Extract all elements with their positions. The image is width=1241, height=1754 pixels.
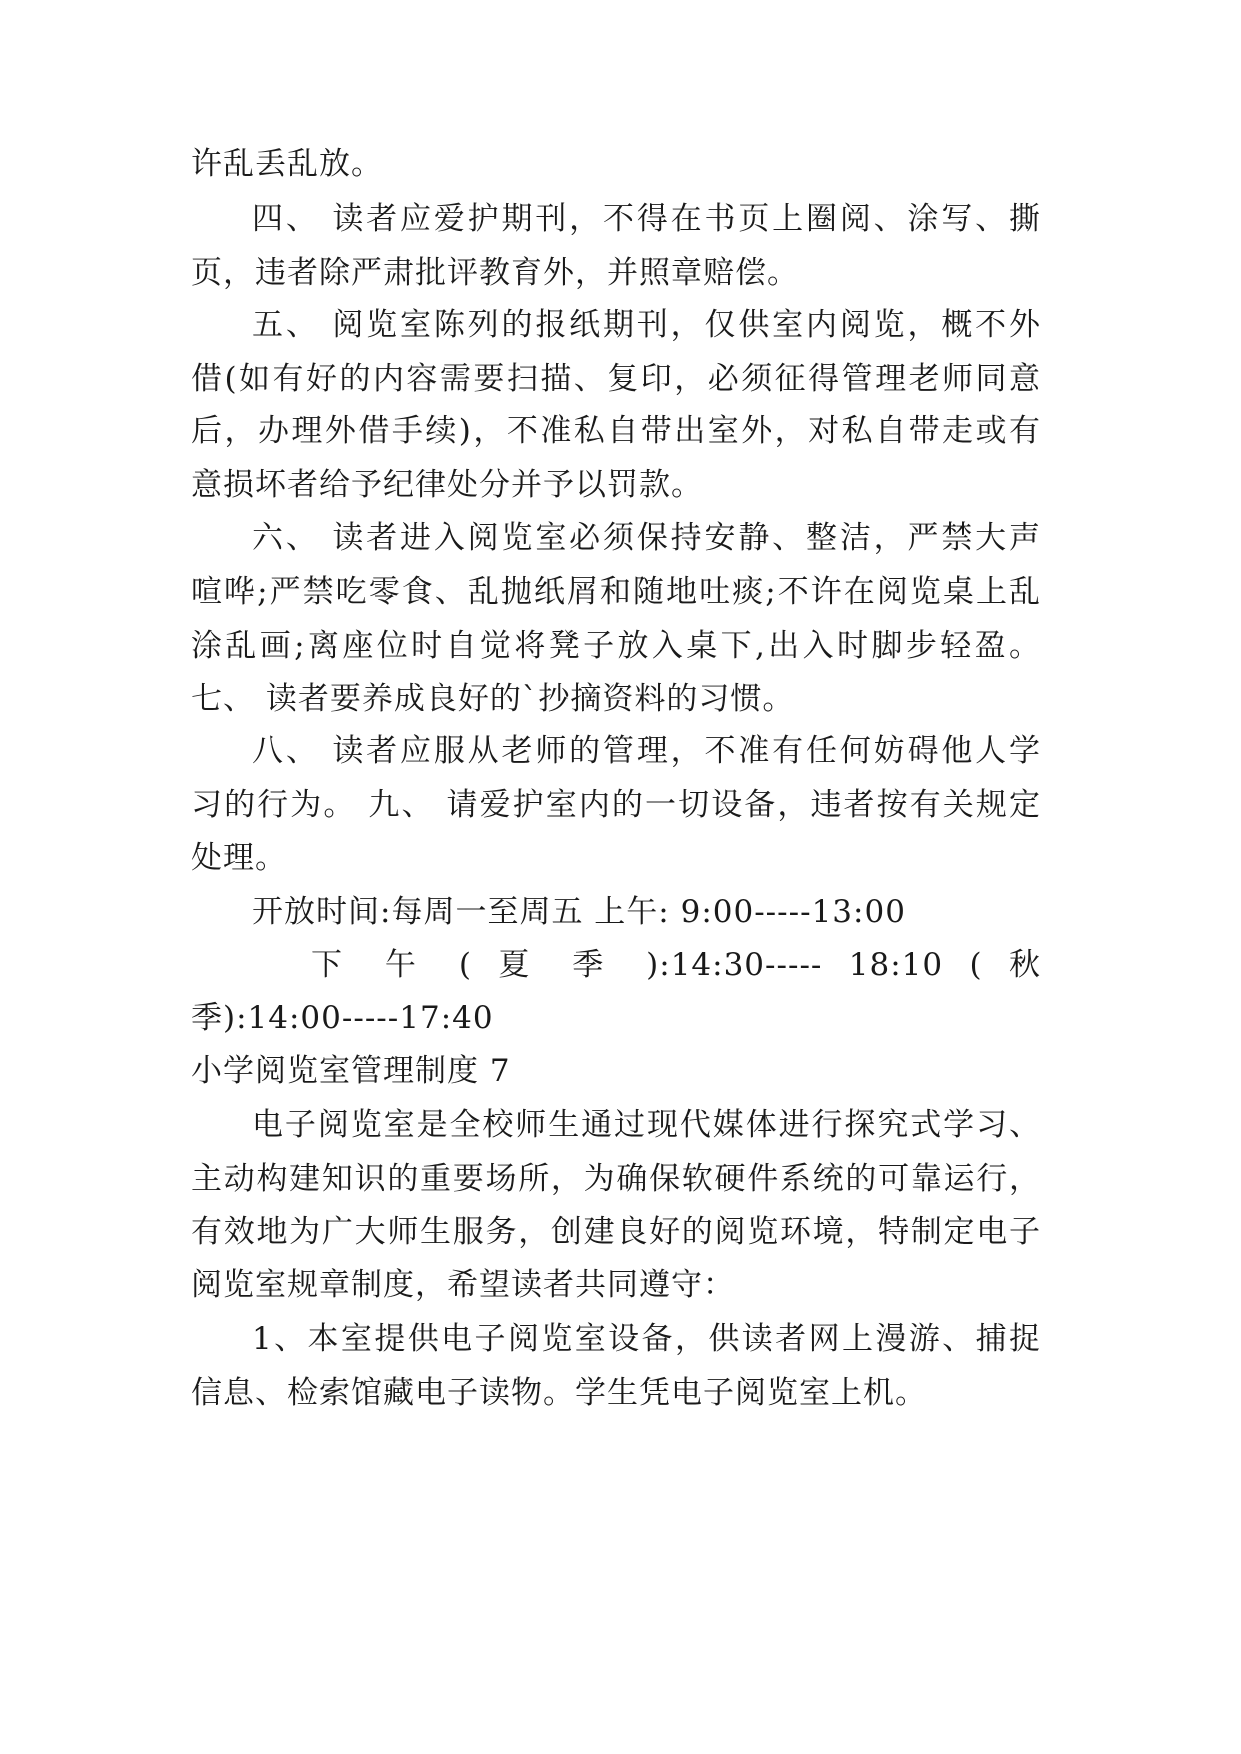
text-line: 喧哗;严禁吃零食、乱抛纸屑和随地吐痰;不许在阅览桌上乱 [191, 574, 1041, 610]
text-line: 许乱丢乱放。 [191, 146, 383, 182]
text-line: 意损坏者给予纪律处分并予以罚款。 [191, 467, 703, 503]
text-line: 六、 读者进入阅览室必须保持安静、整洁，严禁大声 [252, 520, 1041, 556]
text-line: 电子阅览室是全校师生通过现代媒体进行探究式学习、 [252, 1107, 1041, 1143]
text-line: 小学阅览室管理制度 7 [191, 1053, 511, 1089]
text-line: 涂乱画;离座位时自觉将凳子放入桌下,出入时脚步轻盈。 [191, 628, 1041, 664]
text-line: 后，办理外借手续)，不准私自带出室外，对私自带走或有 [191, 413, 1041, 449]
text-line: 信息、检索馆藏电子读物。学生凭电子阅览室上机。 [191, 1375, 927, 1411]
text-line: 处理。 [191, 840, 287, 876]
text-line: 四、 读者应爱护期刊，不得在书页上圈阅、涂写、撕 [252, 201, 1041, 237]
text-line: 下 午 ( 夏 季 ):14:30----- 18:10 ( 秋 [311, 947, 1041, 983]
text-line: 七、 读者要养成良好的`抄摘资料的习惯。 [191, 681, 795, 717]
text-line: 1、本室提供电子阅览室设备，供读者网上漫游、捕捉 [252, 1321, 1041, 1357]
text-line: 开放时间:每周一至周五 上午: 9:00-----13:00 [252, 894, 906, 930]
text-line: 习的行为。 九、 请爱护室内的一切设备，违者按有关规定 [191, 787, 1041, 823]
text-line: 季):14:00-----17:40 [191, 1000, 494, 1036]
text-line: 阅览室规章制度，希望读者共同遵守： [191, 1267, 735, 1303]
text-line: 页，违者除严肃批评教育外，并照章赔偿。 [191, 255, 799, 291]
text-line: 五、 阅览室陈列的报纸期刊，仅供室内阅览，概不外 [252, 307, 1041, 343]
text-line: 借(如有好的内容需要扫描、复印，必须征得管理老师同意 [191, 361, 1041, 397]
text-line: 主动构建知识的重要场所，为确保软硬件系统的可靠运行， [191, 1161, 1041, 1197]
text-line: 有效地为广大师生服务，创建良好的阅览环境，特制定电子 [191, 1214, 1041, 1250]
text-line: 八、 读者应服从老师的管理，不准有任何妨碍他人学 [252, 733, 1041, 769]
